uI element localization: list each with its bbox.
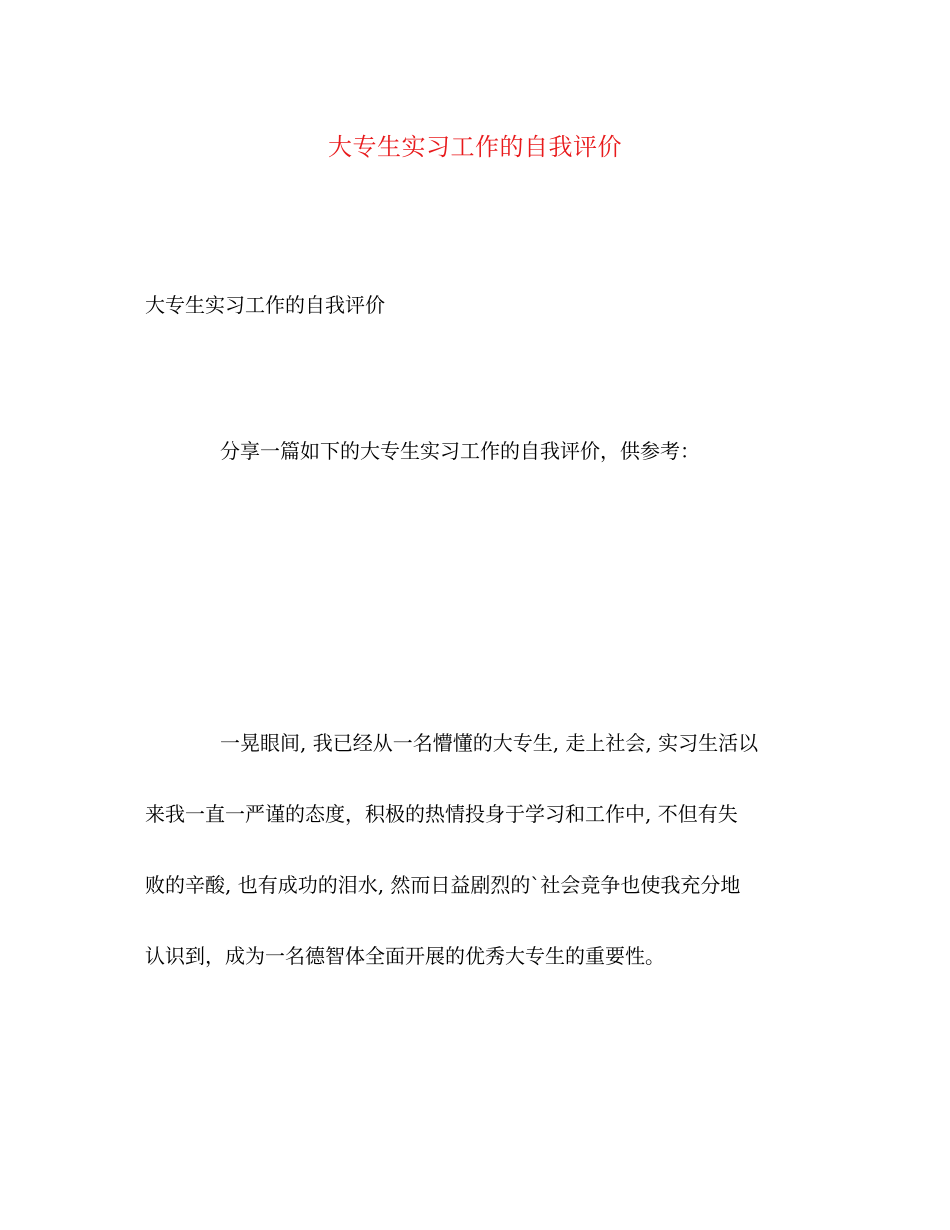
body-line: 一晃眼间, 我已经从一名懵懂的大专生, 走上社会, 实习生活以 [220,731,759,755]
body-paragraph [145,728,805,1012]
body-line: 认识到，成为一名德智体全面开展的优秀大专生的重要性。 [145,944,665,968]
body-line: 败的辛酸, 也有成功的泪水, 然而日益剧烈的`社会竞争也使我充分地 [145,873,741,897]
document-subtitle: 大专生实习工作的自我评价 [145,293,385,317]
intro-paragraph: 分享一篇如下的大专生实习工作的自我评价，供参考： [220,439,700,463]
document-title: 大专生实习工作的自我评价 [328,133,622,161]
body-line: 来我一直一严谨的态度，积极的热情投身于学习和工作中, 不但有失 [145,802,738,826]
